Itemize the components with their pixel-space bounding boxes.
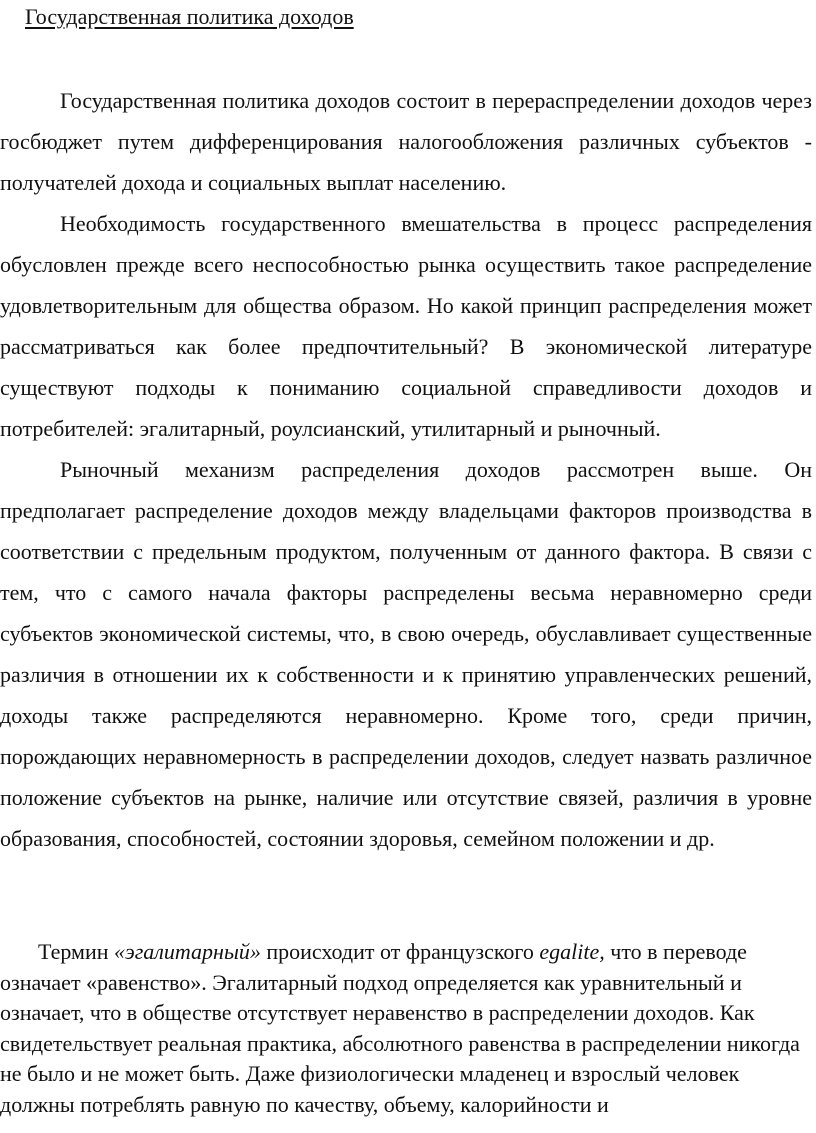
- paragraph-market-mechanism: Рыночный механизм распределения доходов рассмотрен выше. Он предполагает распределение доходов между владельцами факторов производства в соответствии с предельным продуктом, полученным от данного фактора. В связи с тем, что с самого начала факторы распределены весьма неравномерно среди субъектов экономической системы, что, в свою очередь, обуславливает существенные различия в отношении их к собственности и к принятию управленческих решений, доходы также распределяются неравномерно. Кроме того, среди причин, порождающих неравномерность в распределении доходов, следует назвать различное положение субъектов на рынке, наличие или отсутствие связей, различия в уровне образования, способностей, состоянии здоровья, семейном положении и др.: [0, 457, 812, 851]
- term-foreign-word: egalite,: [539, 939, 605, 964]
- paragraph-egalitarian-term: [0, 937, 812, 1120]
- term-egalitarian: «эгалитарный»: [114, 939, 261, 964]
- document-body: [0, 80, 812, 859]
- term-rest: что в переводе означает «равенство». Эгалитарный подход определяется как уравнительный и означает, что в обществе отсутствует неравенство в распределении доходов. Как свидетельствует реальная практика, абсолютного равенства в распределении никогда не было и не может быть. Даже физиологически младенец и взрослый человек должны потреблять равную по качеству, объему, калорийности и: [0, 939, 800, 1117]
- paragraph-income-policy: Государственная политика доходов состоит в перераспределении доходов через госбюджет путем дифференцирования налогообложения различных субъектов - получателей дохода и социальных выплат населению.: [0, 88, 812, 195]
- paragraph-state-intervention: Необходимость государственного вмешательства в процесс распределения обусловлен прежде всего неспособностью рынка осуществить такое распределение удовлетворительным для общества образом. Но какой принцип распределения может рассматриваться как более предпочтительный? В экономической литературе существуют подходы к пониманию социальной справедливости доходов и потребителей: эгалитарный, роулсианский, утилитарный и рыночный.: [0, 211, 812, 441]
- document-title: Государственная политика доходов: [25, 4, 354, 29]
- term-section: [0, 937, 812, 1120]
- term-prefix: Термин: [38, 939, 115, 964]
- term-middle: происходит от французского: [260, 939, 540, 964]
